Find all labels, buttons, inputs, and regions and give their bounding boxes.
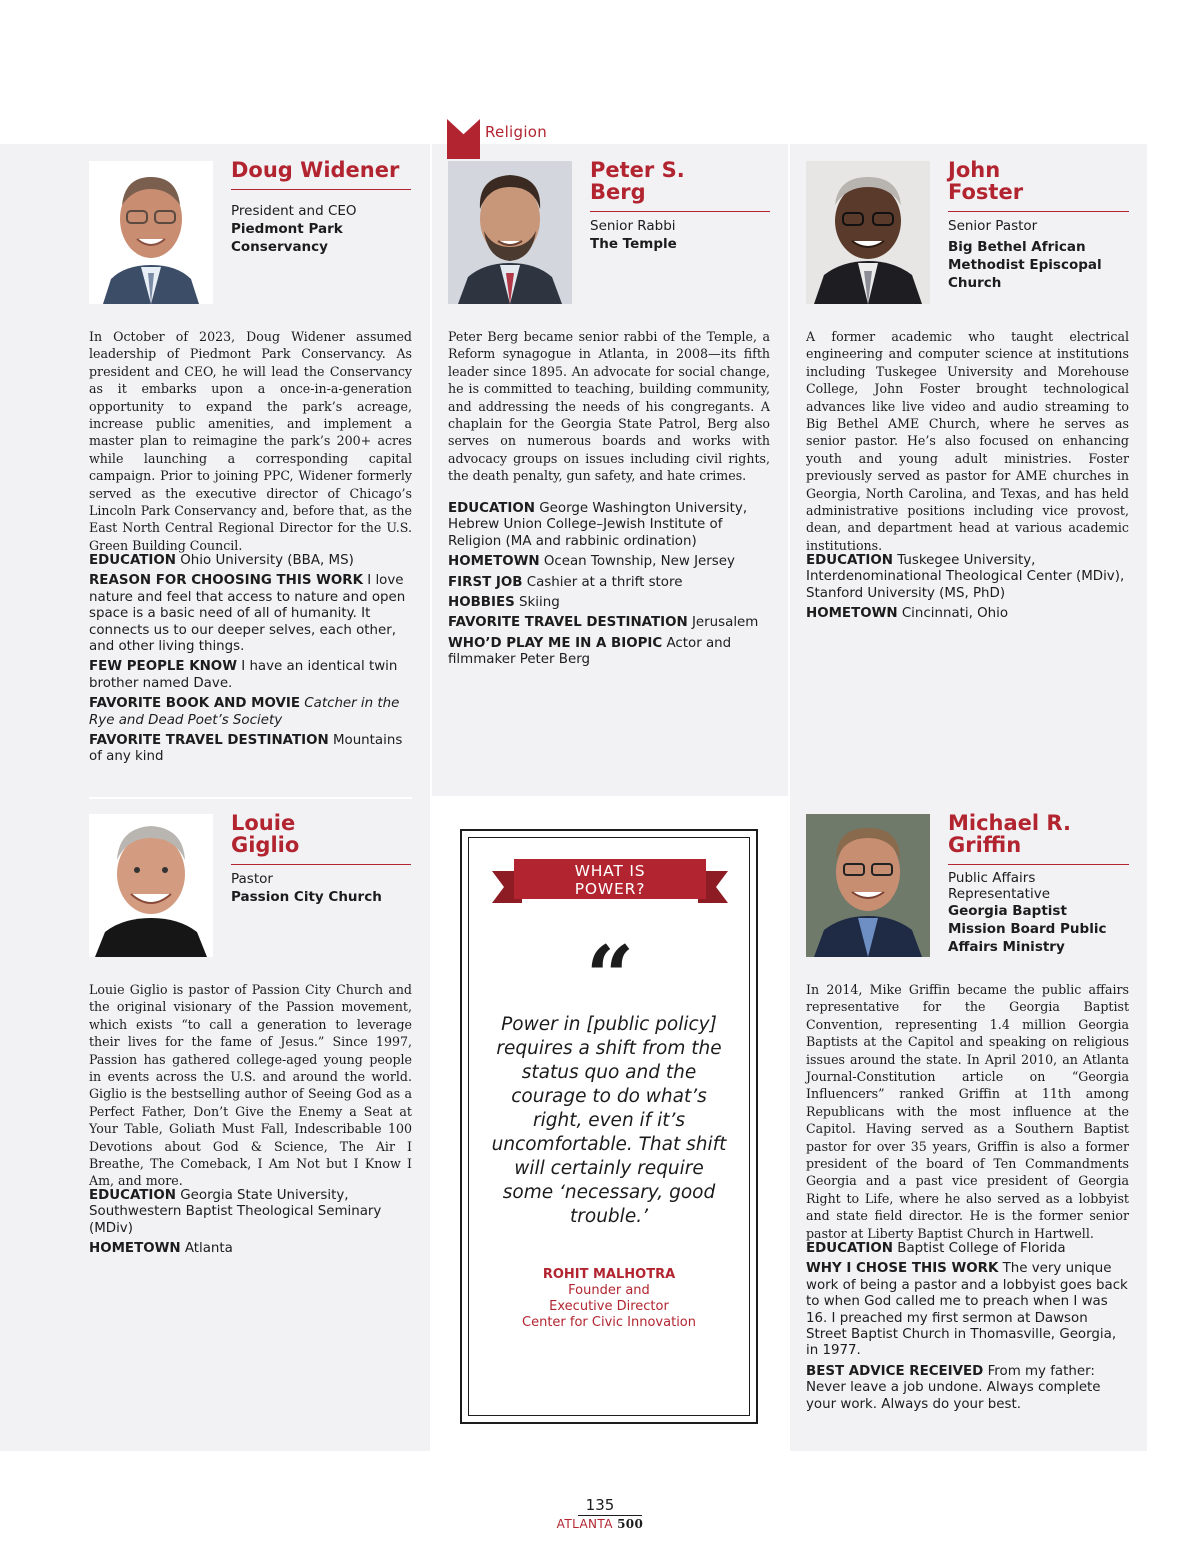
organization: Passion City Church bbox=[231, 889, 382, 905]
fact-label: FIRST JOB bbox=[448, 574, 523, 590]
person-silhouette-icon bbox=[448, 161, 572, 304]
fact-label: WHY I CHOSE THIS WORK bbox=[806, 1261, 999, 1277]
fact-value: George Washington University, Hebrew Union College–Jewish Institute of Religion (MA and rabbinic ordination) bbox=[448, 501, 748, 549]
attribution-line: Founder and bbox=[568, 1283, 650, 1298]
fact-label: HOBBIES bbox=[448, 595, 515, 611]
profile-bio: In 2014, Mike Griffin became the public affairs representative for the Georgia Baptist Convention, representing 1.4 million Georgia Baptists at the Capitol and speaking on religious issues around the state. In April 2010, an Atlanta Journal-Constitution article on “Georgia Influencers” ranked Griffin at 11th among Republicans with the most influence at the Capitol. Having served as a Southern Baptist pastor for over 35 years, Griffin is also a former president of the board of Ten Commandments Georgia and a past vice president of Georgia Right to Life, where he also served as a lobbyist and state field director. He is the former senior pastor at Liberty Baptist Church in Hartwell. bbox=[806, 982, 1129, 1241]
portrait-photo bbox=[806, 161, 930, 304]
fact-item bbox=[89, 1188, 412, 1237]
person-silhouette-icon bbox=[89, 814, 213, 957]
publication-name bbox=[540, 1517, 660, 1531]
portrait-photo bbox=[89, 814, 213, 957]
fact-item bbox=[89, 553, 412, 569]
fact-item bbox=[89, 573, 412, 655]
name-line: Michael R. bbox=[948, 811, 1071, 835]
profile-role bbox=[231, 870, 416, 906]
name-line: Griffin bbox=[948, 833, 1022, 857]
fact-label: EDUCATION bbox=[806, 553, 893, 568]
fact-label: EDUCATION bbox=[448, 501, 535, 516]
fact-item bbox=[89, 733, 412, 766]
name-line: Giglio bbox=[231, 833, 300, 857]
name-rule bbox=[231, 864, 411, 865]
profile-name bbox=[231, 159, 399, 181]
profile-name bbox=[590, 159, 685, 203]
profile-name bbox=[948, 812, 1071, 856]
fact-value: Ocean Township, New Jersey bbox=[543, 554, 735, 570]
fact-label: BEST ADVICE RECEIVED bbox=[806, 1363, 984, 1379]
profile-bio: A former academic who taught electrical engineering and computer science at institutions including Tuskegee University and Morehouse College, John Foster brought technological advances like live video and audio streaming to Big Bethel AME Church, where he serves as senior pastor. He’s also focused on enhancing youth and young adult ministries. Foster previously served as pastor for AME churches in Georgia, North Carolina, and Texas, and has held administrative positions including vice provost, dean, and department head at various academic institutions. bbox=[806, 329, 1129, 553]
fact-item bbox=[806, 553, 1129, 602]
profile-name bbox=[231, 812, 299, 856]
quote-attribution-role bbox=[480, 1283, 738, 1331]
quotation-mark-icon: “ bbox=[585, 927, 635, 1026]
fact-value: Cashier at a thrift store bbox=[526, 574, 683, 590]
organization: Georgia Baptist Mission Board Public Affairs Ministry bbox=[948, 903, 1107, 955]
profile-facts bbox=[806, 1241, 1129, 1417]
profile-bio: Peter Berg became senior rabbi of the Temple, a Reform synagogue in Atlanta, in 2008—its fifth leader since 1895. An advocate for social change, he is committed to teaching, building community, and addressing the needs of his congregants. A chaplain for the Georgia State Patrol, Berg also serves on numerous boards and works with advocacy groups on issues including civil rights, the death penalty, gun safety, and hate crimes. bbox=[448, 329, 770, 484]
fact-label: EDUCATION bbox=[89, 553, 176, 568]
fact-value: Mountains of any kind bbox=[89, 733, 403, 765]
fact-value: Jerusalem bbox=[691, 615, 759, 631]
row-divider bbox=[89, 797, 412, 799]
fact-value: Skiing bbox=[519, 595, 560, 611]
name-rule bbox=[948, 211, 1129, 212]
person-silhouette-icon bbox=[806, 161, 930, 304]
fact-value: The very unique work of being a pastor and a lobbyist goes back to when God called me to preach when I was 16. I preached my first sermon at Dawson Street Baptist Church in Thomasville, Georgia, in 1977. bbox=[806, 1261, 1128, 1359]
fact-value: I have an identical twin brother named Dave. bbox=[89, 659, 398, 691]
profile-facts bbox=[89, 553, 412, 770]
section-bookmark-icon bbox=[447, 119, 480, 159]
publication-number: 500 bbox=[617, 1517, 644, 1531]
organization: Piedmont Park Conservancy bbox=[231, 221, 343, 255]
fact-label: FAVORITE TRAVEL DESTINATION bbox=[89, 733, 329, 749]
profile-role bbox=[231, 202, 416, 256]
folio-rule bbox=[578, 1515, 642, 1516]
profile-role bbox=[948, 217, 1118, 292]
fact-item bbox=[89, 659, 412, 692]
fact-item bbox=[806, 1364, 1129, 1413]
fact-value: Georgia State University, Southwestern Baptist Theological Seminary (MDiv) bbox=[89, 1188, 382, 1236]
profile-facts bbox=[448, 501, 770, 673]
organization: Big Bethel African Methodist Episcopal Church bbox=[948, 239, 1102, 291]
job-title: Senior Rabbi bbox=[590, 218, 676, 234]
fact-label: EDUCATION bbox=[806, 1241, 893, 1256]
fact-item bbox=[806, 1241, 1129, 1257]
fact-item bbox=[448, 501, 770, 550]
pull-quote: Power in [public policy] requires a shift from the status quo and the courage to do what’s right, even if it’s uncomfortable. That shift will certainly require some ‘necessary, good trouble.’ bbox=[491, 1014, 727, 1227]
banner-line: WHAT IS bbox=[574, 862, 646, 880]
fact-label: FAVORITE BOOK AND MOVIE bbox=[89, 696, 301, 712]
fact-item bbox=[806, 1261, 1129, 1359]
name-rule bbox=[590, 211, 770, 212]
fact-value: I love nature and feel that access to nature and open space is a basic need of all of humanity. It connects us to our deeper selves, each other, and other living things. bbox=[89, 573, 406, 655]
profile-role bbox=[948, 870, 1123, 956]
fact-value: Baptist College of Florida bbox=[897, 1241, 1066, 1256]
job-title: Public Affairs Representative bbox=[948, 870, 1051, 902]
fact-item bbox=[448, 595, 770, 611]
fact-item bbox=[89, 696, 412, 729]
fact-item bbox=[806, 606, 1129, 622]
portrait-photo bbox=[806, 814, 930, 957]
person-silhouette-icon bbox=[89, 161, 213, 304]
organization: The Temple bbox=[590, 236, 677, 252]
profile-role bbox=[590, 217, 775, 253]
name-rule bbox=[948, 864, 1129, 865]
name-line: Louie bbox=[231, 811, 296, 835]
name-rule bbox=[231, 189, 411, 190]
fact-value: Cincinnati, Ohio bbox=[901, 606, 1009, 622]
fact-value: Actor and filmmaker Peter Berg bbox=[448, 635, 732, 668]
job-title: Pastor bbox=[231, 871, 273, 887]
name-line: Foster bbox=[948, 180, 1024, 204]
fact-label: REASON FOR CHOOSING THIS WORK bbox=[89, 573, 363, 589]
job-title: Senior Pastor bbox=[948, 218, 1038, 234]
portrait-photo bbox=[448, 161, 572, 304]
fact-value: Tuskegee University, Interdenominational Theological Center (MDiv), Stanford University (MS, PhD) bbox=[806, 553, 1125, 601]
name-line: Doug Widener bbox=[231, 158, 400, 182]
attribution-line: Executive Director bbox=[549, 1299, 669, 1314]
fact-item bbox=[448, 615, 770, 631]
fact-label: HOMETOWN bbox=[89, 1241, 181, 1257]
name-line: Berg bbox=[590, 180, 646, 204]
fact-item bbox=[448, 636, 770, 669]
portrait-photo bbox=[89, 161, 213, 304]
person-silhouette-icon bbox=[806, 814, 930, 957]
quote-attribution-name: ROHIT MALHOTRA bbox=[542, 1267, 676, 1282]
fact-value: From my father: Never leave a job undone. Always complete your work. Always do your best. bbox=[806, 1363, 1101, 1412]
profile-facts bbox=[806, 553, 1129, 627]
fact-value: Ohio University (BBA, MS) bbox=[180, 553, 354, 568]
fact-label: EDUCATION bbox=[89, 1188, 176, 1203]
name-line: John bbox=[948, 158, 1001, 182]
profile-facts bbox=[89, 1188, 412, 1262]
publication-city: ATLANTA bbox=[556, 1517, 613, 1531]
section-label: Religion bbox=[485, 123, 548, 141]
profile-bio: In October of 2023, Doug Widener assumed leadership of Piedmont Park Conservancy. As president and CEO, he will lead the Conservancy as it embarks upon a once-in-a-generation opportunity to expand the park’s acreage, increase public amenities, and implement a master plan to reimagine the park’s 200+ acres while launching a corresponding capital campaign. Prior to joining PPC, Widener formerly served as the executive director of Chicago’s Lincoln Park Conservancy and, before that, as the East North Central Regional Director for the U.S. Green Building Council. bbox=[89, 329, 412, 553]
fact-item bbox=[89, 1241, 412, 1257]
fact-label: FEW PEOPLE KNOW bbox=[89, 659, 237, 675]
fact-value: Atlanta bbox=[184, 1241, 233, 1257]
fact-label: FAVORITE TRAVEL DESTINATION bbox=[448, 615, 688, 631]
attribution-line: Center for Civic Innovation bbox=[522, 1315, 696, 1330]
fact-label: WHO’D PLAY ME IN A BIOPIC bbox=[448, 635, 663, 651]
fact-value: Catcher in the Rye and Dead Poet’s Society bbox=[89, 696, 400, 728]
page-number: 135 bbox=[585, 1496, 615, 1514]
fact-label: HOMETOWN bbox=[806, 606, 898, 622]
banner-title bbox=[540, 862, 680, 898]
profile-bio: Louie Giglio is pastor of Passion City Church and the original visionary of the Passion movement, which exists “to call a generation to leverage their lives for the fame of Jesus.” Since 1997, Passion has gathered college-aged young people in events across the U.S. and around the world. Giglio is the bestselling author of Seeing God as a Perfect Father, Don’t Give the Enemy a Seat at Your Table, Goliath Must Fall, Indescribable 100 Devotions about God & Science, The Air I Breathe, The Comeback, I Am Not but I Know I Am, and more. bbox=[89, 982, 412, 1189]
fact-item bbox=[448, 554, 770, 570]
job-title: President and CEO bbox=[231, 203, 357, 219]
fact-item bbox=[448, 575, 770, 591]
fact-label: HOMETOWN bbox=[448, 554, 540, 570]
banner-line: POWER? bbox=[574, 880, 646, 898]
name-line: Peter S. bbox=[590, 158, 685, 182]
profile-name bbox=[948, 159, 1023, 203]
